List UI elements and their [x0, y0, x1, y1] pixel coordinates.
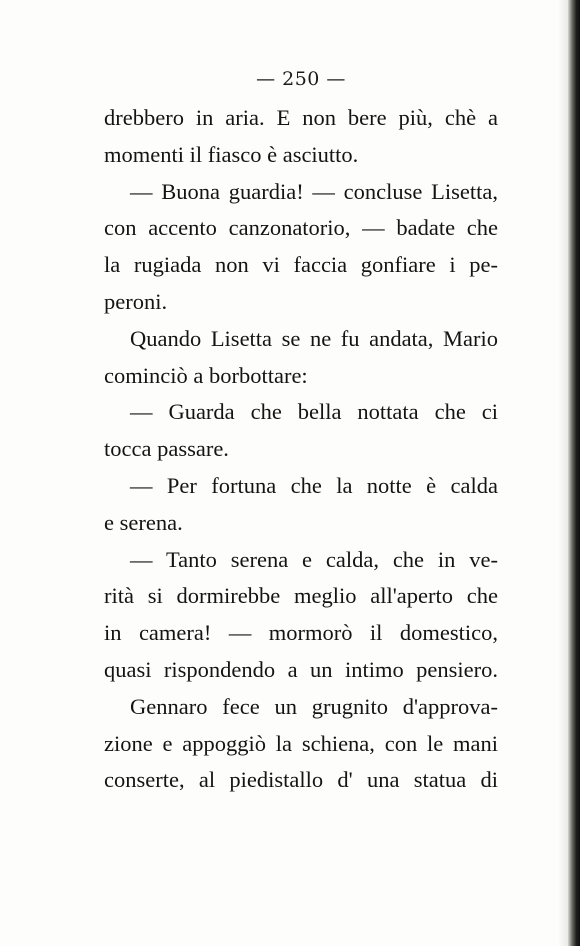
text-line: in camera! — mormorò il domestico,: [104, 620, 498, 646]
page-number-header: — 250 —: [256, 68, 346, 90]
text-line: drebbero in aria. E non bere più, chè a: [104, 105, 498, 130]
page-gutter-shadow: [558, 0, 568, 946]
text-line: e serena.: [104, 509, 183, 535]
body-text: [104, 100, 498, 799]
text-line: cominciò a borbottare:: [104, 362, 308, 388]
text-line: — Buona guardia! — concluse Lisetta,: [130, 178, 498, 204]
text-line: — Per fortuna che la notte è calda: [130, 472, 498, 498]
text-line: peroni.: [104, 288, 168, 314]
text-line: rità si dormirebbe meglio all'aperto che: [104, 583, 498, 609]
text-line: — Tanto serena e calda, che in ve-: [130, 546, 498, 572]
text-line: con accento canzonatorio, — badate che: [104, 215, 498, 241]
page-binding-edge: [568, 0, 580, 946]
text-line: zione e appoggiò la schiena, con le mani: [104, 730, 498, 756]
text-line: Quando Lisetta se ne fu andata, Mario: [130, 325, 498, 351]
text-line: — Guarda che bella nottata che ci: [130, 399, 498, 425]
text-line: conserte, al piedistallo d' una statua di: [104, 767, 498, 793]
text-line: la rugiada non vi faccia gonfiare i pe-: [104, 252, 498, 278]
text-line: momenti il fiasco è asciutto.: [104, 141, 359, 167]
text-line: quasi rispondendo a un intimo pensiero.: [104, 656, 498, 682]
text-line: tocca passare.: [104, 436, 229, 462]
text-line: Gennaro fece un grugnito d'approva-: [130, 693, 498, 719]
